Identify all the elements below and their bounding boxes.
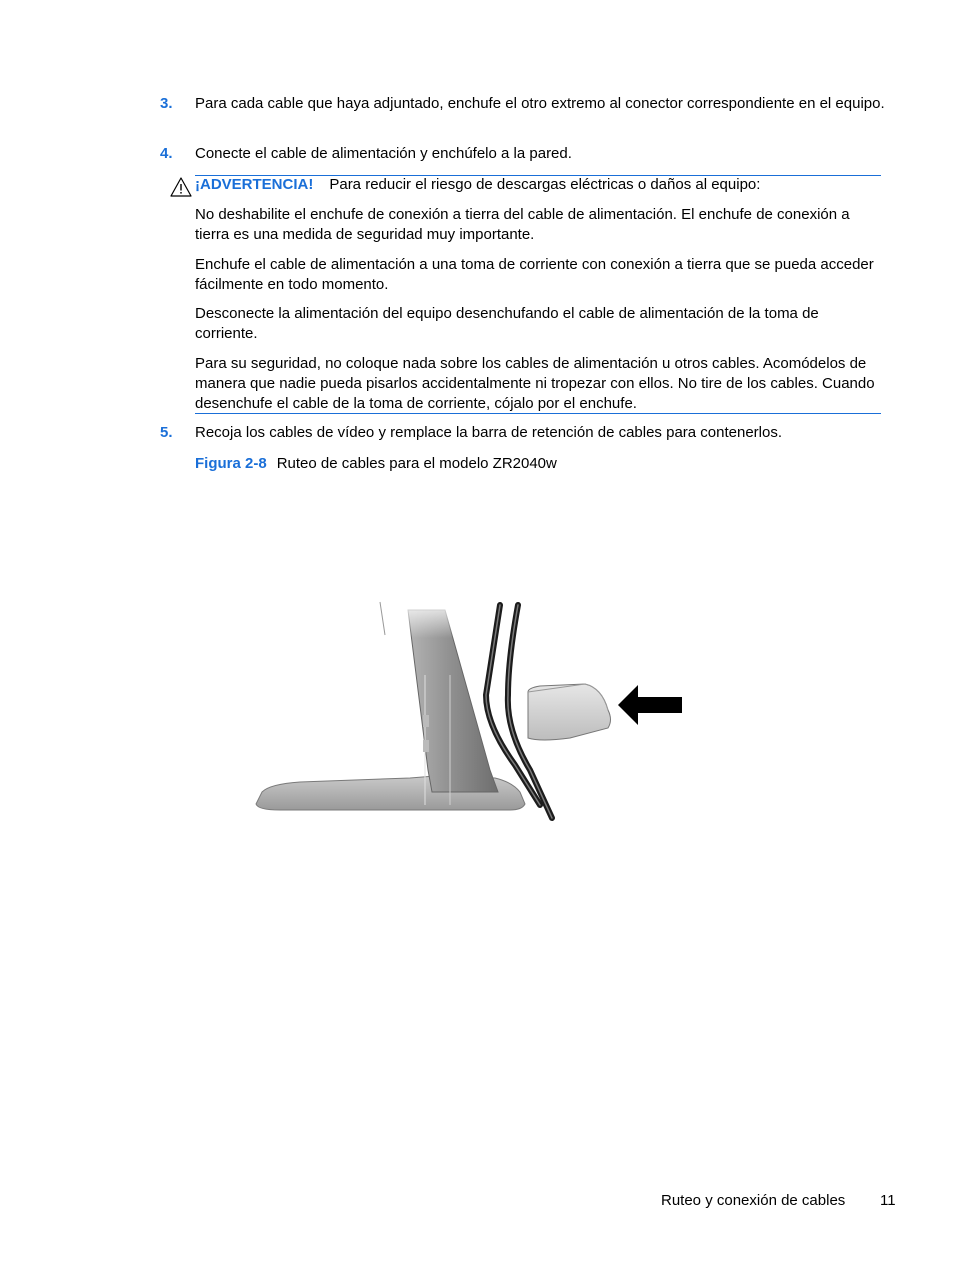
warning-paragraph: Enchufe el cable de alimentación a una toma de corriente con conexión a tierra que se pueda acceder fácilmente en todo momento. <box>195 256 874 293</box>
step-3-text: Para cada cable que haya adjuntado, enchufe el otro extremo al conector correspondiente en el equipo. <box>195 95 885 112</box>
step-4-number: 4. <box>160 145 173 162</box>
figure-caption <box>195 454 885 474</box>
warning-paragraph: Para su seguridad, no coloque nada sobre los cables de alimentación u otros cables. Acomódelos de manera que nadie pueda pisarlos accidentalmente ni tropezar con ellos. No tire de los cables. Cuando desenchufe el cable de la toma de corriente, cójalo por el enchufe. <box>195 355 875 412</box>
warning-heading <box>195 175 885 195</box>
warning-paragraph: No deshabilite el enchufe de conexión a tierra del cable de alimentación. El enchufe de conexión a tierra es una medida de seguridad muy importante. <box>195 206 850 243</box>
step-5-number: 5. <box>160 424 173 441</box>
step-4-text: Conecte el cable de alimentación y enchúfelo a la pared. <box>195 145 572 162</box>
warning-triangle-icon <box>170 177 192 197</box>
page-number: 11 <box>880 1192 896 1209</box>
figure-label: Figura 2-8 <box>195 455 267 472</box>
warning-paragraph: Desconecte la alimentación del equipo desenchufando el cable de alimentación de la toma de corriente. <box>195 305 819 342</box>
figure-caption-text: Ruteo de cables para el modelo ZR2040w <box>276 455 557 472</box>
step-5-text: Recoja los cables de vídeo y remplace la barra de retención de cables para contenerlos. <box>195 424 783 441</box>
warning-label: ¡ADVERTENCIA! <box>195 176 314 193</box>
warning-bottom-rule <box>195 413 881 414</box>
monitor-stand-illustration <box>240 560 700 830</box>
warning-intro: Para reducir el riesgo de descargas eléctricas o daños al equipo: <box>329 176 761 193</box>
step-3-number: 3. <box>160 95 173 112</box>
footer-section-title: Ruteo y conexión de cables <box>661 1192 846 1209</box>
